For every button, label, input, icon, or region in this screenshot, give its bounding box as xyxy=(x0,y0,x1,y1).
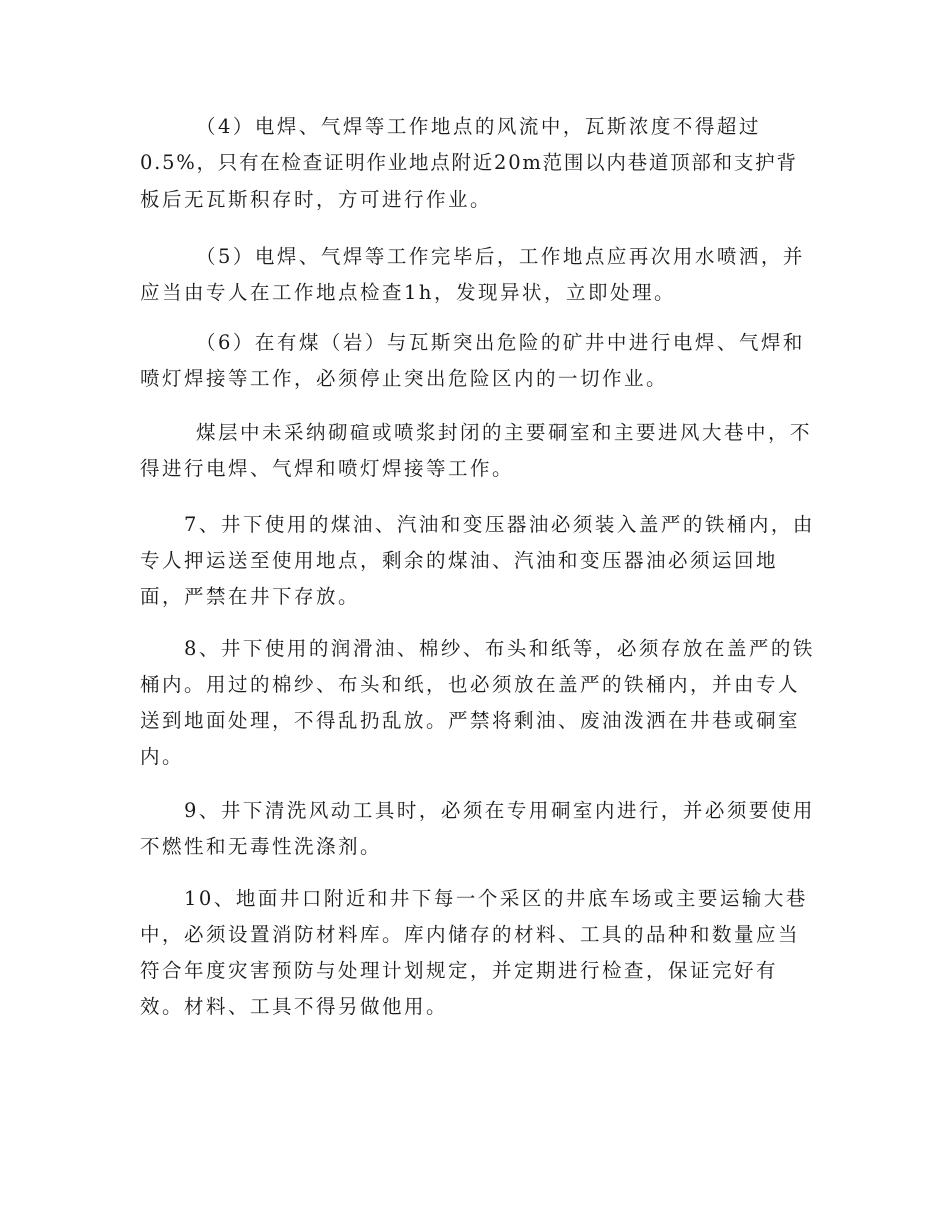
item-10-line-4: 效。材料、工具不得另做他用。 xyxy=(140,995,449,1018)
item-10-line-3: 符合年度灾害预防与处理计划规定，并定期进行检查，保证完好有 xyxy=(140,959,779,982)
paragraph-6-line-2: 喷灯焊接等工作，必须停止突出危险区内的一切作业。 xyxy=(140,367,669,390)
item-9-line-2: 不燃性和无毒性洗涤剂。 xyxy=(140,835,383,858)
paragraph-5-line-1: （5）电焊、气焊等工作完毕后，工作地点应再次用水喷洒，并 xyxy=(196,245,805,268)
item-10-line-2: 中，必须设置消防材料库。库内储存的材料、工具的品种和数量应当 xyxy=(140,923,801,946)
item-8-line-2: 桶内。用过的棉纱、布头和纸，也必须放在盖严的铁桶内，并由专人 xyxy=(140,673,801,696)
paragraph-6-line-1: （6）在有煤（岩）与瓦斯突出危险的矿井中进行电焊、气焊和 xyxy=(196,331,805,354)
item-8-line-1: 8、井下使用的润滑油、棉纱、布头和纸等，必须存放在盖严的铁 xyxy=(184,637,815,660)
paragraph-coal-line-2: 得进行电焊、气焊和喷灯焊接等工作。 xyxy=(140,457,515,480)
paragraph-4-line-3: 板后无瓦斯积存时，方可进行作业。 xyxy=(140,188,493,211)
item-8-line-4: 内。 xyxy=(140,745,185,768)
paragraph-4-line-1: （4）电焊、气焊等工作地点的风流中，瓦斯浓度不得超过 xyxy=(196,115,761,138)
paragraph-coal-line-1: 煤层中未采纳砌碹或喷浆封闭的主要硐室和主要进风大巷中，不 xyxy=(196,421,813,444)
paragraph-5-line-2: 应当由专人在工作地点检查1h，发现异状，立即处理。 xyxy=(140,281,676,304)
item-9-line-1: 9、井下清洗风动工具时，必须在专用硐室内进行，并必须要使用 xyxy=(184,799,815,822)
item-7-line-1: 7、井下使用的煤油、汽油和变压器油必须装入盖严的铁桶内，由 xyxy=(184,513,815,536)
item-10-line-1: 10、地面井口附近和井下每一个采区的井底车场或主要运输大巷 xyxy=(184,887,808,910)
item-7-line-3: 面，严禁在井下存放。 xyxy=(140,585,361,608)
paragraph-4-line-2: 0.5%，只有在检查证明作业地点附近20m范围以内巷道顶部和支护背 xyxy=(140,151,798,174)
item-8-line-3: 送到地面处理，不得乱扔乱放。严禁将剩油、废油泼洒在井巷或硐室 xyxy=(140,709,801,732)
item-7-line-2: 专人押运送至使用地点，剩余的煤油、汽油和变压器油必须运回地 xyxy=(140,549,779,572)
